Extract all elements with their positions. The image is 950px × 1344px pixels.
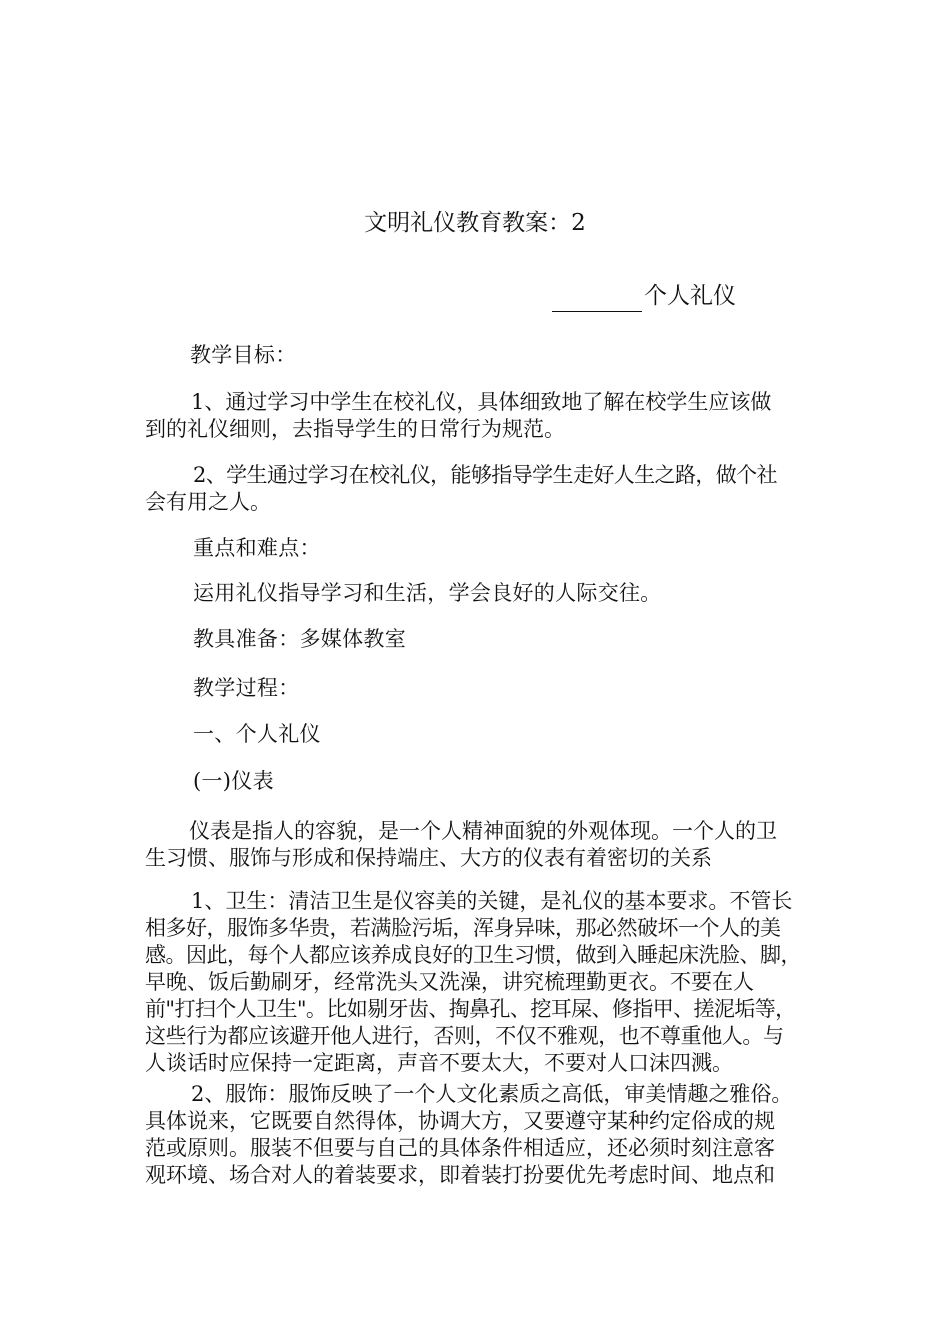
intro-paragraph (145, 818, 835, 872)
dress-line-1: 2、服饰：服饰反映了一个人文化素质之高低，审美情趣之雅俗。 (191, 1082, 793, 1106)
hygiene-line-3: 感。因此，每个人都应该养成良好的卫生习惯，做到入睡起床洗脸、脚， (145, 943, 801, 967)
dress-line-3: 范或原则。服装不但要与自己的具体条件相适应，还必须时刻注意客 (145, 1136, 775, 1160)
goal-1-line-1: 1、通过学习中学生在校礼仪，具体细致地了解在校学生应该做 (191, 390, 772, 414)
document-title: 文明礼仪教育教案：2 (364, 210, 586, 236)
tools-text: 教具准备：多媒体教室 (193, 627, 406, 651)
hygiene-line-7: 人谈话时应保持一定距离，声音不要太大，不要对人口沫四溅。 (145, 1051, 733, 1075)
intro-line-1: 仪表是指人的容貌，是一个人精神面貌的外观体现。一个人的卫 (189, 819, 777, 843)
document-subtitle (552, 280, 736, 312)
hygiene-line-6: 这些行为都应该避开他人进行，否则，不仅不雅观，也不尊重他人。与 (145, 1024, 784, 1048)
process-heading: 教学过程： (193, 676, 300, 700)
hygiene-line-2: 相多好，服饰多华贵，若满脸污垢，浑身异味，那必然破坏一个人的美 (145, 916, 781, 940)
goal-1-paragraph (145, 389, 835, 443)
goal-heading: 教学目标： (190, 343, 297, 367)
key-text: 运用礼仪指导学习和生活，学会良好的人际交往。 (193, 581, 662, 605)
fill-in-blank (552, 289, 642, 312)
hygiene-paragraph (145, 888, 835, 1077)
sub-1-heading: (一)仪表 (193, 769, 274, 793)
intro-line-2: 生习惯、服饰与形成和保持端庄、大方的仪表有着密切的关系 (145, 846, 712, 870)
dress-paragraph (145, 1081, 835, 1189)
hygiene-line-5: 前"打扫个人卫生"。比如剔牙齿、掏鼻孔、挖耳屎、修指甲、搓泥垢等， (145, 997, 796, 1021)
goal-2-paragraph (145, 462, 835, 516)
dress-line-4: 观环境、场合对人的着装要求，即着装打扮要优先考虑时间、地点和 (145, 1163, 775, 1187)
dress-line-2: 具体说来，它既要自然得体，协调大方，又要遵守某种约定俗成的规 (145, 1109, 775, 1133)
hygiene-line-1: 1、卫生：清洁卫生是仪容美的关键，是礼仪的基本要求。不管长 (191, 889, 793, 913)
goal-2-line-1: 2、学生通过学习在校礼仪，能够指导学生走好人生之路，做个社 (193, 463, 777, 487)
part-1-heading: 一、个人礼仪 (193, 722, 321, 746)
goal-1-line-2: 到的礼仪细则，去指导学生的日常行为规范。 (145, 417, 565, 441)
subtitle-text: 个人礼仪 (644, 283, 736, 309)
hygiene-line-4: 早晚、饭后勤刷牙，经常洗头又洗澡，讲究梳理勤更衣。不要在人 (145, 970, 754, 994)
goal-2-line-2: 会有用之人。 (145, 490, 271, 514)
key-heading: 重点和难点： (193, 536, 321, 560)
